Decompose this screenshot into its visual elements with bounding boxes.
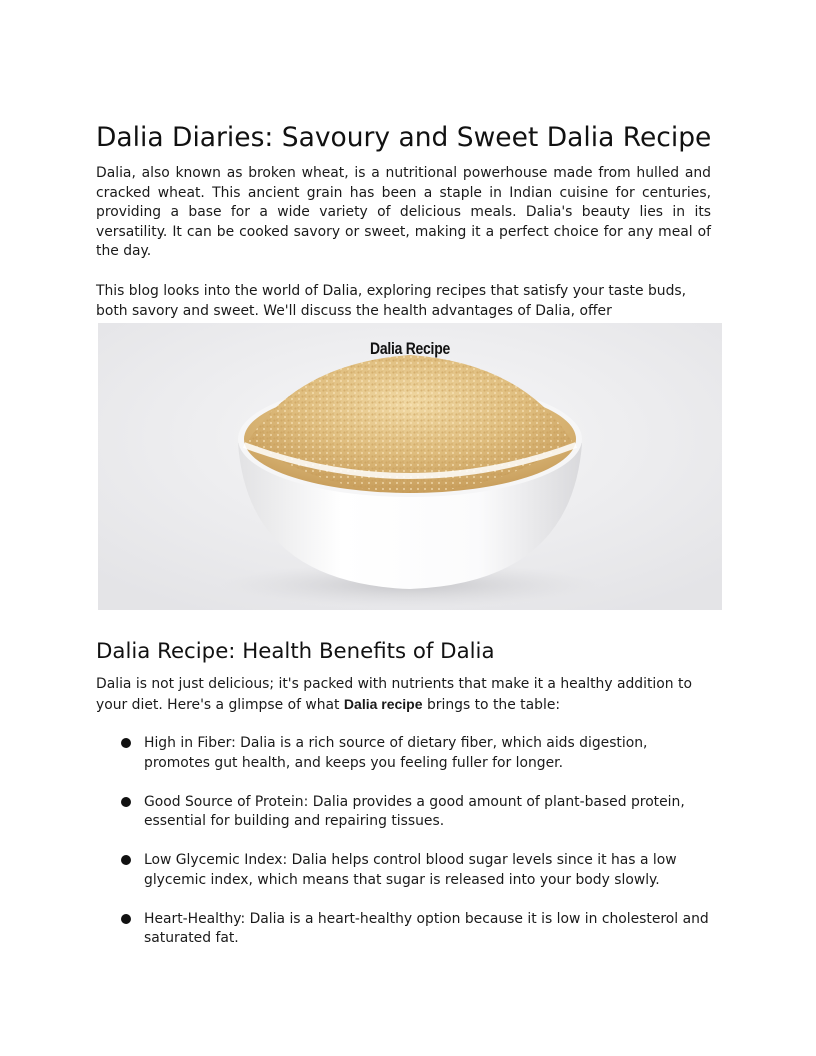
benefits-list bbox=[96, 734, 712, 968]
dalia-recipe-term: Dalia recipe bbox=[343, 695, 423, 712]
health-benefits-heading: Dalia Recipe: Health Benefits of Dalia bbox=[96, 639, 495, 664]
bullet-icon bbox=[121, 855, 131, 865]
intro-paragraph: Dalia, also known as broken wheat, is a nutritional powerhouse made from hulled and cracked wheat. This ancient grain has been a staple in Indian cuisine for centuries, providing a base for a wide variety of delicious meals. Dalia's beauty lies in its versatility. It can be cooked savory or sweet, making it a perfect choice for any meal of the day. bbox=[96, 165, 711, 260]
image-caption-label: Dalia Recipe bbox=[370, 339, 450, 358]
health-benefits-intro bbox=[96, 675, 712, 715]
list-item bbox=[96, 793, 712, 832]
benefit-text: Heart-Healthy: Dalia is a heart-healthy option because it is low in cholesterol and saturated fat. bbox=[144, 910, 709, 947]
benefit-text: High in Fiber: Dalia is a rich source of dietary fiber, which aids digestion, promotes gut health, and keeps you feeling fuller for longer. bbox=[144, 735, 648, 771]
list-item bbox=[96, 851, 712, 890]
bullet-icon bbox=[121, 797, 131, 807]
benefit-text: Good Source of Protein: Dalia provides a good amount of plant-based protein, essential for building and repairing tissues. bbox=[144, 793, 685, 830]
page-title: Dalia Diaries: Savoury and Sweet Dalia Recipe bbox=[96, 122, 712, 153]
bullet-icon bbox=[121, 914, 131, 924]
list-item bbox=[96, 910, 712, 949]
dalia-hero-image bbox=[98, 323, 722, 610]
intro-text-before: Dalia is not just delicious; it's packed with nutrients that make it a healthy addition to your diet. Here's a glimpse of what bbox=[96, 676, 692, 713]
bullet-icon bbox=[121, 738, 131, 748]
list-item bbox=[96, 734, 712, 773]
benefit-text: Low Glycemic Index: Dalia helps control blood sugar levels since it has a low glycemic index, which means that sugar is released into your body slowly. bbox=[144, 852, 677, 888]
intro-text-after: brings to the table: bbox=[422, 696, 561, 713]
dalia-bowl-illustration bbox=[98, 323, 722, 610]
blog-overview-paragraph: This blog looks into the world of Dalia, exploring recipes that satisfy your taste buds, both savory and sweet. We'll discuss the health advantages of Dalia, offer bbox=[96, 283, 687, 319]
